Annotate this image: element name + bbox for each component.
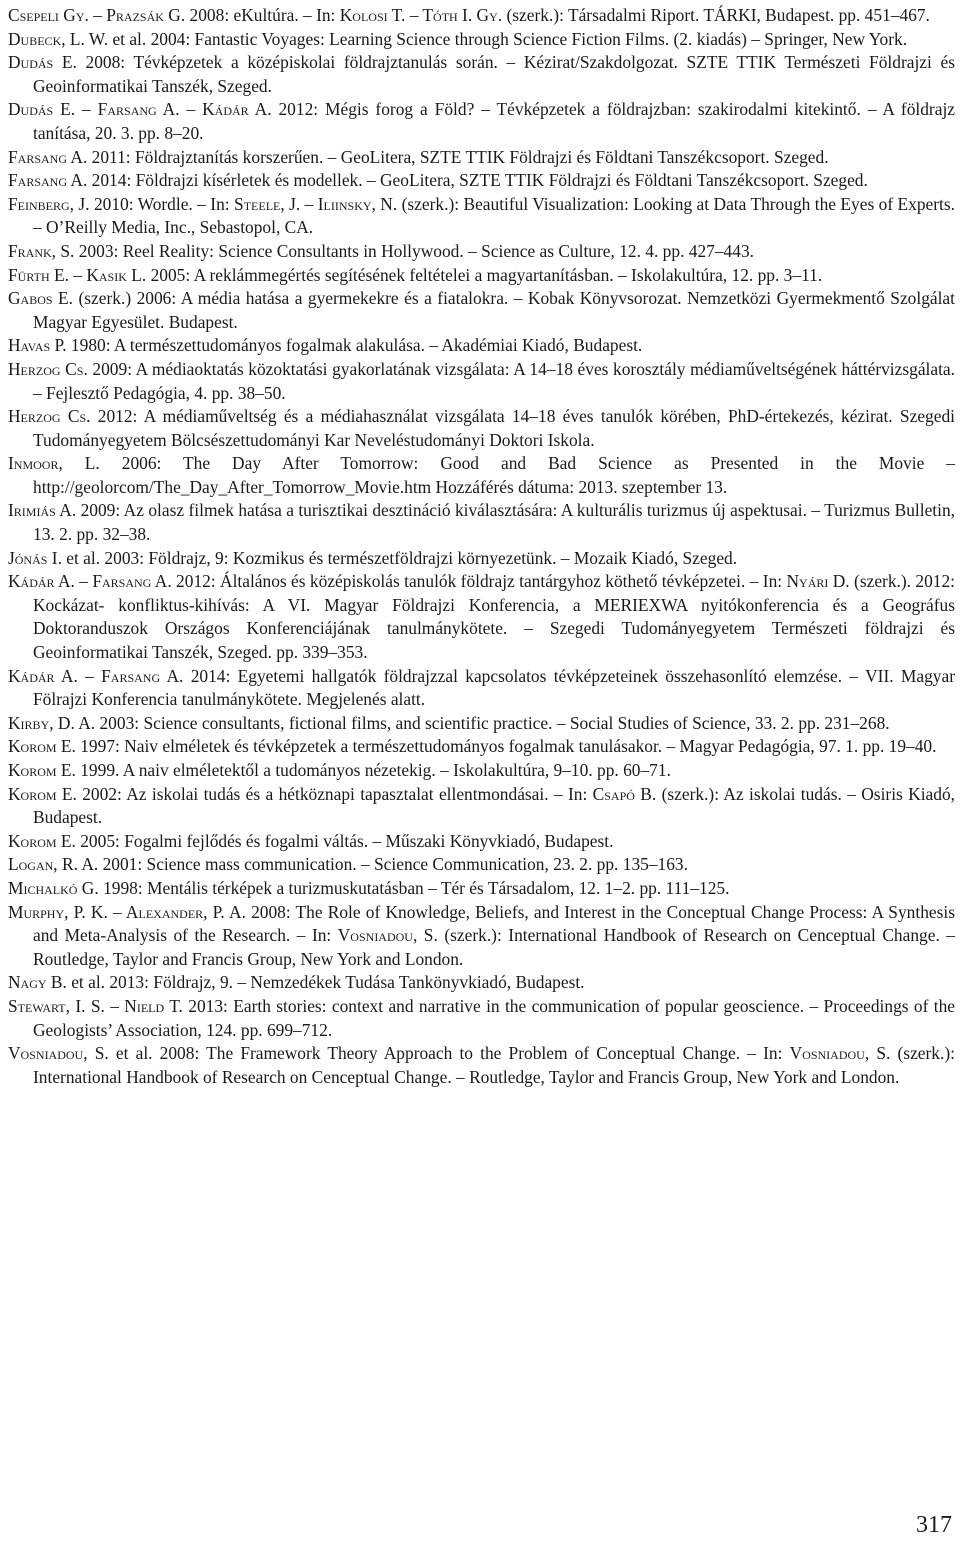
reference-text: et al. 2004: Fantastic Voyages: Learning Science through Science Fiction Films. (2. kiadás) – Springer, New York. bbox=[108, 28, 908, 49]
page-number: 317 bbox=[916, 1512, 952, 1538]
reference-entry bbox=[8, 665, 955, 712]
reference-authors: Jónás I. bbox=[8, 547, 62, 568]
reference-entry bbox=[8, 547, 955, 571]
reference-text: 2009: Az olasz filmek hatása a turisztikai desztináció kiválasztására: A kulturális turizmus új aspektusai. – Turizmus Bulletin, 13. 2. pp. 32–38. bbox=[33, 500, 955, 545]
reference-authors: Korom E. bbox=[8, 830, 76, 851]
reference-entry bbox=[8, 98, 955, 145]
reference-text: et al. 2008: The Framework Theory Approach to the Problem of Conceptual Change. – In: bbox=[108, 1043, 790, 1064]
reference-authors: Irimiás A. bbox=[8, 500, 77, 521]
reference-authors: Nagy B. bbox=[8, 972, 67, 993]
reference-entry bbox=[8, 499, 955, 546]
reference-entry bbox=[8, 4, 955, 28]
reference-authors: Frank, S. bbox=[8, 240, 75, 261]
reference-authors: Kádár A. – Farsang A. bbox=[8, 665, 184, 686]
reference-entry bbox=[8, 830, 955, 854]
reference-entry bbox=[8, 169, 955, 193]
reference-text: et al. 2013: Földrajz, 9. – Nemzedékek Tudása Tankönyvkiadó, Budapest. bbox=[66, 972, 585, 993]
reference-authors: Csapó B. bbox=[592, 783, 657, 804]
reference-authors: Michalkó G. bbox=[8, 877, 99, 898]
reference-authors: Feinberg, J. bbox=[8, 193, 90, 214]
reference-entry bbox=[8, 783, 955, 830]
reference-text: 2001: Science mass communication. – Science Communication, 23. 2. pp. 135–163. bbox=[98, 854, 688, 875]
reference-authors: Kádár A. – Farsang A. bbox=[8, 571, 172, 592]
reference-authors: Vosniadou, S. bbox=[789, 1043, 891, 1064]
reference-entry bbox=[8, 759, 955, 783]
reference-entry bbox=[8, 264, 955, 288]
reference-authors: Dubeck, L. W. bbox=[8, 28, 109, 49]
reference-entry bbox=[8, 240, 955, 264]
reference-text: 2003: Science consultants, fictional films, and scientific practice. – Social Studies of Science, 33. 2. pp. 231–268. bbox=[95, 712, 890, 733]
reference-authors: Korom E. bbox=[8, 760, 76, 780]
reference-entry bbox=[8, 877, 955, 901]
reference-entry bbox=[8, 28, 955, 52]
reference-text: 2009: A médiaoktatás közoktatási gyakorlatának vizsgálata: A 14–18 éves korosztály médiaműveltségének háttérvizsgálata. – Fejlesztő Pedagógia, 4. pp. 38–50. bbox=[33, 358, 955, 403]
reference-text: 2008: eKultúra. – In: bbox=[185, 5, 340, 25]
reference-list bbox=[8, 4, 955, 1089]
reference-text: 2006: The Day After Tomorrow: Good and Bad Science as Presented in the Movie – http://geolorcom/The_Day_After_Tomorrow_Movie.htm Hozzáférés dátuma: 2013. szeptember 13. bbox=[33, 453, 955, 497]
reference-entry bbox=[8, 287, 955, 334]
reference-text: 2012: A médiaműveltség és a médiahasználat vizsgálata 14–18 éves tanulók körében, PhD-értekezés, kézirat. Szegedi Tudományegyetem Bölcsészettudományi Kar Neveléstudományi Doktori Iskola. bbox=[33, 406, 955, 450]
reference-authors: Fürth E. – Kasik L. bbox=[8, 264, 147, 285]
reference-text: 2010: Wordle. – In: bbox=[89, 193, 235, 214]
reference-text: 1997: Naiv elméletek és tévképzetek a természettudományos fogalmak tanulásakor. – Magyar Pedagógia, 97. 1. pp. 19–40. bbox=[75, 736, 937, 757]
reference-authors: Kolosi T. – Tóth I. Gy. bbox=[339, 5, 503, 25]
reference-text: 2008: Tévképzetek a középiskolai földrajztanulás során. – Kézirat/Szakdolgozat. SZTE TTIK Természeti Földrajzi és Geoinformatikai Tanszék, Szeged. bbox=[33, 52, 955, 96]
reference-entry bbox=[8, 971, 955, 995]
reference-text: 2014: Egyetemi hallgatók földrajzzal kapcsolatos tévképzeteinek összehasonlító elemzése. – VII. Magyar Fölrajzi Konferencia tanulmánykötete. Megjelenés alatt. bbox=[33, 665, 955, 710]
reference-authors: Inmoor, L. bbox=[8, 453, 100, 474]
reference-authors: Farsang A. bbox=[8, 170, 88, 191]
reference-text: 2002: Az iskolai tudás és a hétköznapi tapasztalat ellentmondásai. – In: bbox=[76, 783, 593, 804]
reference-authors: Gabos E. bbox=[8, 288, 74, 309]
reference-entry bbox=[8, 358, 955, 405]
reference-entry bbox=[8, 735, 955, 759]
reference-text: (szerk.). 2012: Kockázat- konfliktus-kihívás: A VI. Magyar Földrajzi Konferencia, a MERIEXWA nyitókonferencia és a Geográfus Doktoranduszok Országos Konferenciájának tanulmánykötete. – Szegedi Tudományegyetem Természeti földrajzi és Geoinformatikai Tanszék, Szeged. pp. 339–353. bbox=[33, 571, 956, 663]
reference-entry bbox=[8, 452, 955, 499]
reference-entry bbox=[8, 334, 955, 358]
reference-text: 1980: A természettudományos fogalmak alakulása. – Akadémiai Kiadó, Budapest. bbox=[66, 335, 643, 356]
reference-text: 2012: Általános és középiskolás tanulók földrajz tantárgyhoz köthető tévképzetei. – In: bbox=[171, 571, 787, 592]
reference-entry bbox=[8, 901, 955, 972]
reference-authors: Murphy, P. K. – Alexander, P. A. bbox=[8, 901, 246, 922]
reference-text: 2008: The Role of Knowledge, Beliefs, and Interest in the Conceptual Change Process: A Synthesis and Meta-Analysis of the Research. – In: bbox=[33, 901, 955, 946]
reference-authors: Logan, R. A. bbox=[8, 854, 99, 875]
reference-text: et al. 2003: Földrajz, 9: Kozmikus és természetföldrajzi környezetünk. – Mozaik Kiadó, Szeged. bbox=[61, 547, 738, 568]
reference-text: (szerk.): International Handbook of Research on Cenceptual Change. – Routledge, Taylor and Francis Group, New York and London. bbox=[33, 925, 955, 969]
reference-text: (szerk.): International Handbook of Research on Cenceptual Change. – Routledge, Taylor and Francis Group, New York and London. bbox=[33, 1043, 955, 1087]
reference-authors: Vosniadou, S. bbox=[8, 1043, 109, 1064]
reference-authors: Dudás E. bbox=[8, 52, 77, 73]
reference-text: 2013: Earth stories: context and narrative in the communication of popular geoscience. – Proceedings of the Geologists’ Association, 124. pp. 699–712. bbox=[33, 995, 956, 1040]
reference-entry bbox=[8, 1042, 955, 1089]
reference-entry bbox=[8, 51, 955, 98]
reference-authors: Nyári D. bbox=[786, 571, 850, 592]
reference-text: 2014: Földrajzi kísérletek és modellek. – GeoLitera, SZTE TTIK Földrajzi és Földtani Tanszékcsoport. Szeged. bbox=[87, 170, 868, 191]
reference-authors: Korom E. bbox=[8, 783, 77, 804]
reference-text: 2011: Földrajztanítás korszerűen. – GeoLitera, SZTE TTIK Földrajzi és Földtani Tanszékcsoport. Szeged. bbox=[87, 146, 829, 167]
reference-text: 1998: Mentális térképek a turizmuskutatásban – Tér és Társadalom, 12. 1–2. pp. 111–125. bbox=[98, 877, 730, 898]
reference-text: (szerk.) 2006: A média hatása a gyermekekre és a fiatalokra. – Kobak Könyvsorozat. Nemzetközi Gyermekmentő Szolgálat Magyar Egyesület. Budapest. bbox=[33, 288, 955, 332]
reference-entry bbox=[8, 193, 955, 240]
reference-authors: Vosniadou, S. bbox=[337, 925, 438, 946]
reference-entry bbox=[8, 146, 955, 170]
reference-text: (szerk.): Az iskolai tudás. – Osiris Kiadó, Budapest. bbox=[33, 783, 955, 828]
reference-authors: Farsang A. bbox=[8, 146, 88, 167]
reference-authors: Korom E. bbox=[8, 736, 76, 757]
reference-entry bbox=[8, 853, 955, 877]
reference-text: (szerk.): Beautiful Visualization: Looking at Data Through the Eyes of Experts. – O’Reilly Media, Inc., Sebastopol, CA. bbox=[33, 193, 955, 238]
reference-text: 1999. A naiv elméletektől a tudományos nézetekig. – Iskolakultúra, 9–10. pp. 60–71. bbox=[75, 760, 671, 780]
reference-authors: Herzog Cs. bbox=[8, 358, 88, 379]
reference-entry bbox=[8, 570, 955, 664]
reference-authors: Csepeli Gy. – Prazsák G. bbox=[8, 5, 186, 25]
reference-text: (szerk.): Társadalmi Riport. TÁRKI, Budapest. pp. 451–467. bbox=[502, 5, 930, 25]
reference-authors: Kirby, D. A. bbox=[8, 712, 96, 733]
reference-authors: Havas P. bbox=[8, 335, 67, 356]
reference-text: 2005: Fogalmi fejlődés és fogalmi váltás. – Műszaki Könyvkiadó, Budapest. bbox=[75, 830, 614, 851]
reference-entry bbox=[8, 995, 955, 1042]
reference-authors: Steele, J. – Iliinsky, N. bbox=[234, 193, 398, 214]
reference-authors: Herzog Cs. bbox=[8, 406, 91, 427]
reference-entry bbox=[8, 712, 955, 736]
reference-text: 2012: Mégis forog a Föld? – Tévképzetek a földrajzban: szakirodalmi kitekintő. – A földrajz tanítása, 20. 3. pp. 8–20. bbox=[33, 99, 955, 143]
reference-authors: Stewart, I. S. – Nield T. bbox=[8, 995, 183, 1016]
reference-entry bbox=[8, 405, 955, 452]
reference-authors: Dudás E. – Farsang A. – Kádár A. bbox=[8, 99, 272, 120]
reference-text: 2003: Reel Reality: Science Consultants in Hollywood. – Science as Culture, 12. 4. pp. 427–443. bbox=[74, 240, 754, 261]
reference-text: 2005: A reklámmegértés segítésének feltételei a magyartanításban. – Iskolakultúra, 12. pp. 3–11. bbox=[146, 264, 823, 285]
